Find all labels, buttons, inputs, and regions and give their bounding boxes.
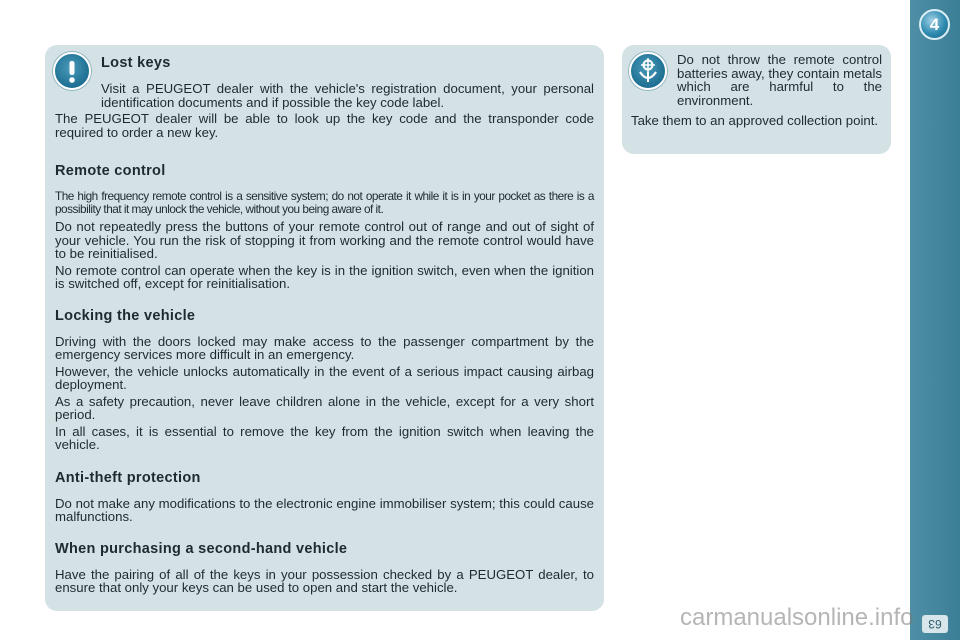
locking-heading: Locking the vehicle xyxy=(55,307,196,324)
watermark: carmanualsonline.info xyxy=(680,604,914,631)
environment-icon xyxy=(629,52,667,90)
antitheft-heading: Anti-theft protection xyxy=(55,469,201,486)
chapter-side-tab xyxy=(855,0,960,640)
locking-text-1: Driving with the doors locked may make access to the passenger compartment by the emergency services more difficult in an emergency. xyxy=(55,333,594,362)
environment-text-2: Take them to an approved collection point. xyxy=(631,113,879,128)
lost-keys-text-1: Visit a PEUGEOT dealer with the vehicle's registration document, your personal identification documents and if possible the key code label. xyxy=(101,81,594,110)
lost-keys-heading: Lost keys xyxy=(101,55,171,71)
second-hand-heading: When purchasing a second-hand vehicle xyxy=(55,540,348,557)
page-number: 63 xyxy=(922,615,948,633)
locking-text-2: However, the vehicle unlocks automatically in the event of a serious impact causing airbag deployment. xyxy=(55,363,594,392)
section-title: ACCESS xyxy=(855,482,879,582)
remote-control-heading: Remote control xyxy=(55,163,166,179)
lost-keys-text-2: The PEUGEOT dealer will be able to look up the key code and the transponder code required to order a new key. xyxy=(55,111,594,140)
remote-control-text-1: The high frequency remote control is a sensitive system; do not operate it while it is in your pocket as there is a possibility that it may unlock the vehicle, without you being aware of it. xyxy=(55,189,594,216)
antitheft-text-1: Do not make any modifications to the electronic engine immobiliser system; this could cause malfunctions. xyxy=(55,495,594,524)
environment-box xyxy=(622,45,891,154)
chapter-number-badge: 4 xyxy=(919,9,950,40)
main-info-box xyxy=(45,45,604,611)
locking-text-4: In all cases, it is essential to remove the key from the ignition switch when leaving the vehicle. xyxy=(55,423,594,452)
locking-text-3: As a safety precaution, never leave children alone in the vehicle, except for a very short period. xyxy=(55,393,594,422)
environment-text-1: Do not throw the remote control batteries away, they contain metals which are harmful to the environment. xyxy=(677,52,882,108)
second-hand-text-1: Have the pairing of all of the keys in your possession checked by a PEUGEOT dealer, to ensure that only your keys can be used to open and start the vehicle. xyxy=(55,566,594,595)
remote-control-text-3: No remote control can operate when the key is in the ignition switch, even when the ignition is switched off, except for reinitialisation. xyxy=(55,262,594,291)
warning-icon xyxy=(53,52,91,90)
remote-control-text-2: Do not repeatedly press the buttons of your remote control out of range and out of sight of your vehicle. You run the risk of stopping it from working and the remote control would have to be reinitialised. xyxy=(55,219,594,261)
